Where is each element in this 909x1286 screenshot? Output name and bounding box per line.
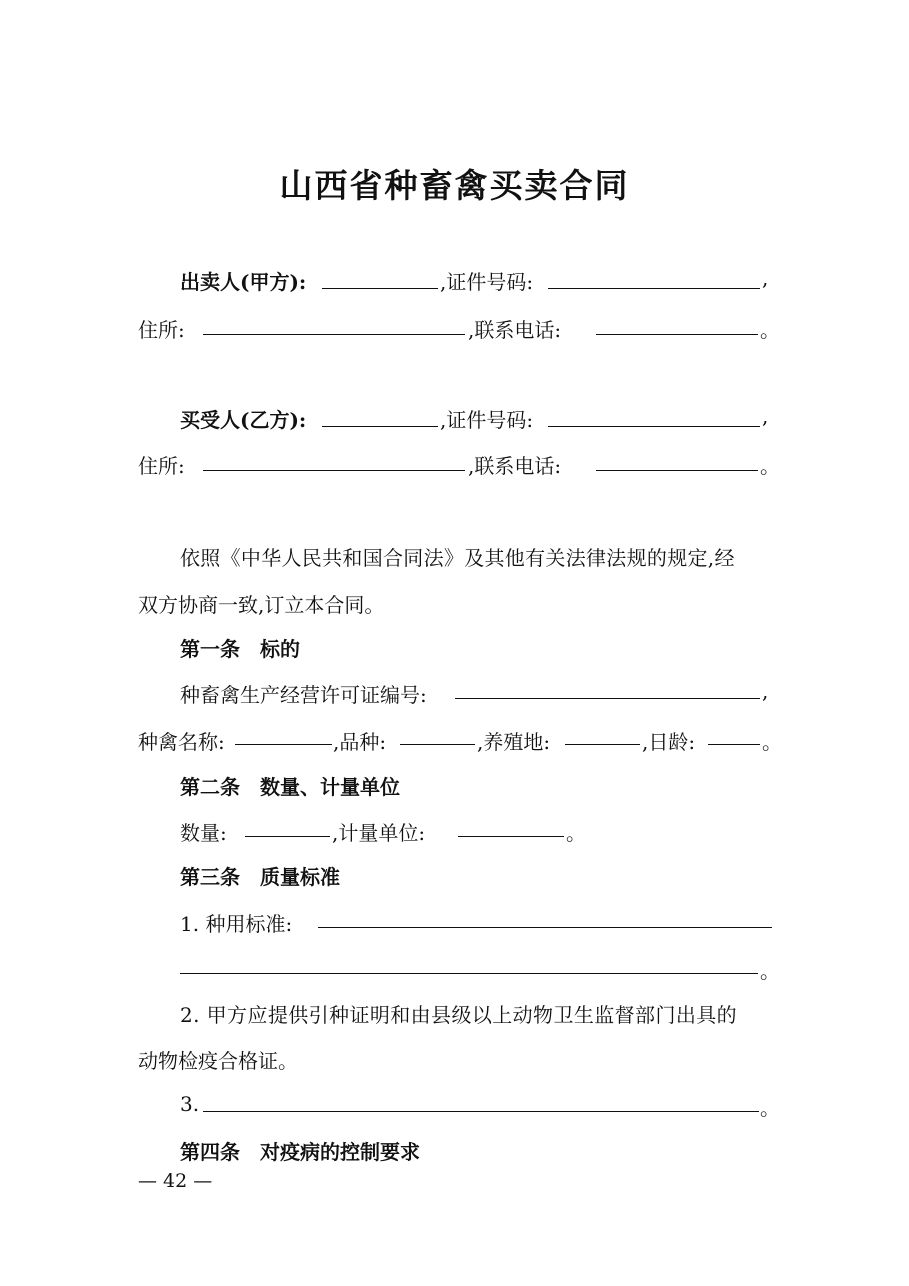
buyer-label: 买受人(乙方): — [180, 408, 307, 432]
license-label: 种畜禽生产经营许可证编号: — [180, 683, 427, 707]
farm-label: ,养殖地: — [477, 730, 551, 754]
seller-address-blank — [203, 334, 465, 335]
item2-line1: 2. 甲方应提供引种证明和由县级以上动物卫生监督部门出具的 — [180, 1003, 738, 1027]
poultry-name-blank — [235, 744, 332, 745]
article2-period: 。 — [566, 821, 586, 845]
item3-blank — [203, 1111, 759, 1112]
seller-comma: , — [762, 266, 769, 290]
contract-title: 山西省种畜禽买卖合同 — [279, 166, 630, 205]
unit-label: ,计量单位: — [332, 821, 426, 845]
seller-address-label: 住所: — [138, 318, 185, 342]
quantity-blank — [245, 836, 330, 837]
license-blank — [455, 698, 760, 699]
item2-line2: 动物检疫合格证。 — [138, 1049, 298, 1073]
seller-label: 出卖人(甲方): — [180, 270, 307, 294]
article4-heading: 第四条 对疫病的控制要求 — [180, 1140, 420, 1164]
seller-id-blank — [548, 288, 760, 289]
seller-phone-label: ,联系电话: — [468, 318, 562, 342]
buyer-id-label: ,证件号码: — [440, 408, 534, 432]
farm-blank — [565, 744, 640, 745]
buyer-period: 。 — [760, 454, 780, 478]
article1-heading: 第一条 标的 — [180, 637, 300, 661]
standard-label: 1. 种用标准: — [180, 912, 293, 936]
age-blank — [708, 744, 760, 745]
standard-blank-line1 — [318, 927, 772, 928]
article1-period: 。 — [762, 730, 782, 754]
item3-label: 3. — [180, 1092, 200, 1116]
age-label: ,日龄: — [642, 730, 696, 754]
seller-id-label: ,证件号码: — [440, 270, 534, 294]
preamble-line2: 双方协商一致,订立本合同。 — [138, 593, 385, 617]
standard-period: 。 — [760, 959, 780, 983]
article2-heading: 第二条 数量、计量单位 — [180, 775, 400, 799]
preamble-line1: 依照《中华人民共和国合同法》及其他有关法律法规的规定,经 — [180, 546, 735, 570]
seller-name-blank — [322, 288, 438, 289]
standard-blank-line2 — [180, 973, 758, 974]
buyer-name-blank — [322, 426, 438, 427]
buyer-phone-label: ,联系电话: — [468, 454, 562, 478]
breed-blank — [400, 744, 475, 745]
unit-blank — [458, 836, 564, 837]
license-comma: , — [762, 679, 769, 703]
seller-phone-blank — [596, 334, 758, 335]
buyer-address-label: 住所: — [138, 454, 185, 478]
buyer-address-blank — [203, 470, 465, 471]
buyer-comma: , — [762, 404, 769, 428]
article3-heading: 第三条 质量标准 — [180, 865, 340, 889]
quantity-label: 数量: — [180, 821, 227, 845]
page-number: — 42 — — [138, 1170, 213, 1192]
poultry-name-label: 种禽名称: — [138, 730, 225, 754]
breed-label: ,品种: — [333, 730, 387, 754]
seller-period: 。 — [760, 318, 780, 342]
buyer-id-blank — [548, 426, 760, 427]
buyer-phone-blank — [596, 470, 758, 471]
item3-period: 。 — [760, 1096, 780, 1120]
